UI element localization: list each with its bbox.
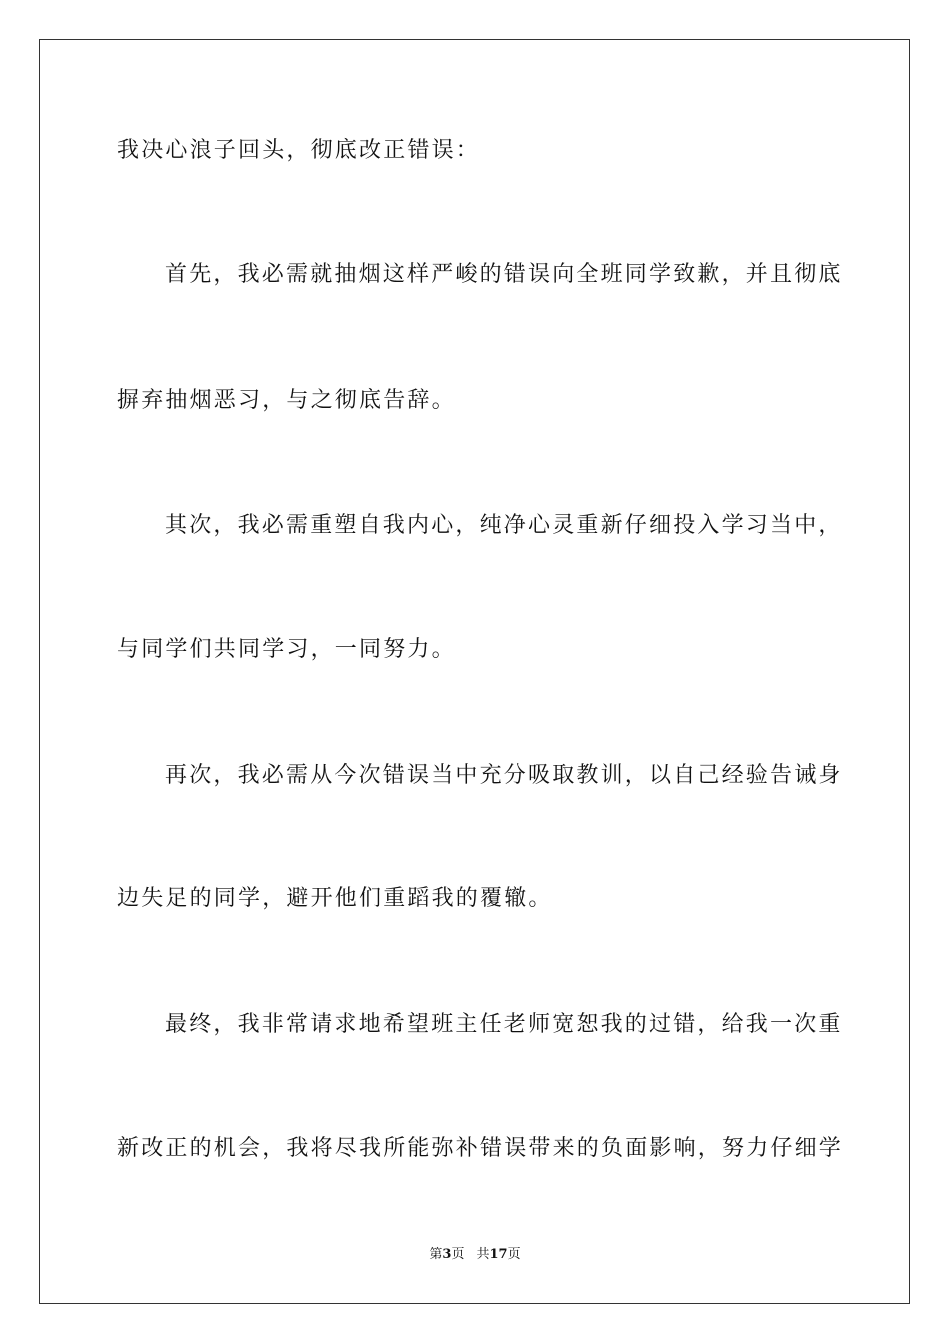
text-line-2: 首先，我必需就抽烟这样严峻的错误向全班同学致歉，并且彻底	[165, 262, 843, 287]
text-line-6: 再次，我必需从今次错误当中充分吸取教训，以自己经验告诫身	[165, 763, 843, 788]
text-line-9: 新改正的机会，我将尽我所能弥补错误带来的负面影响，努力仔细学	[117, 1136, 844, 1161]
text-line-4: 其次，我必需重塑自我内心，纯净心灵重新仔细投入学习当中，	[165, 513, 843, 538]
text-line-1: 我决心浪子回头，彻底改正错误：	[117, 138, 481, 163]
total-pages-number: 17	[489, 1247, 508, 1262]
text-line-3: 摒弃抽烟恶习，与之彻底告辞。	[117, 388, 456, 413]
page-suffix: 页	[451, 1247, 465, 1262]
total-suffix: 页	[507, 1247, 521, 1262]
text-line-5: 与同学们共同学习，一同努力。	[117, 637, 456, 662]
text-line-7: 边失足的同学，避开他们重蹈我的覆辙。	[117, 886, 553, 911]
page-footer	[0, 1246, 950, 1264]
current-page-number: 3	[442, 1247, 452, 1262]
page-prefix: 第	[429, 1247, 443, 1262]
text-line-8: 最终，我非常请求地希望班主任老师宽恕我的过错，给我一次重	[165, 1012, 843, 1037]
page-border	[39, 39, 910, 1304]
total-prefix: 共	[476, 1247, 490, 1262]
